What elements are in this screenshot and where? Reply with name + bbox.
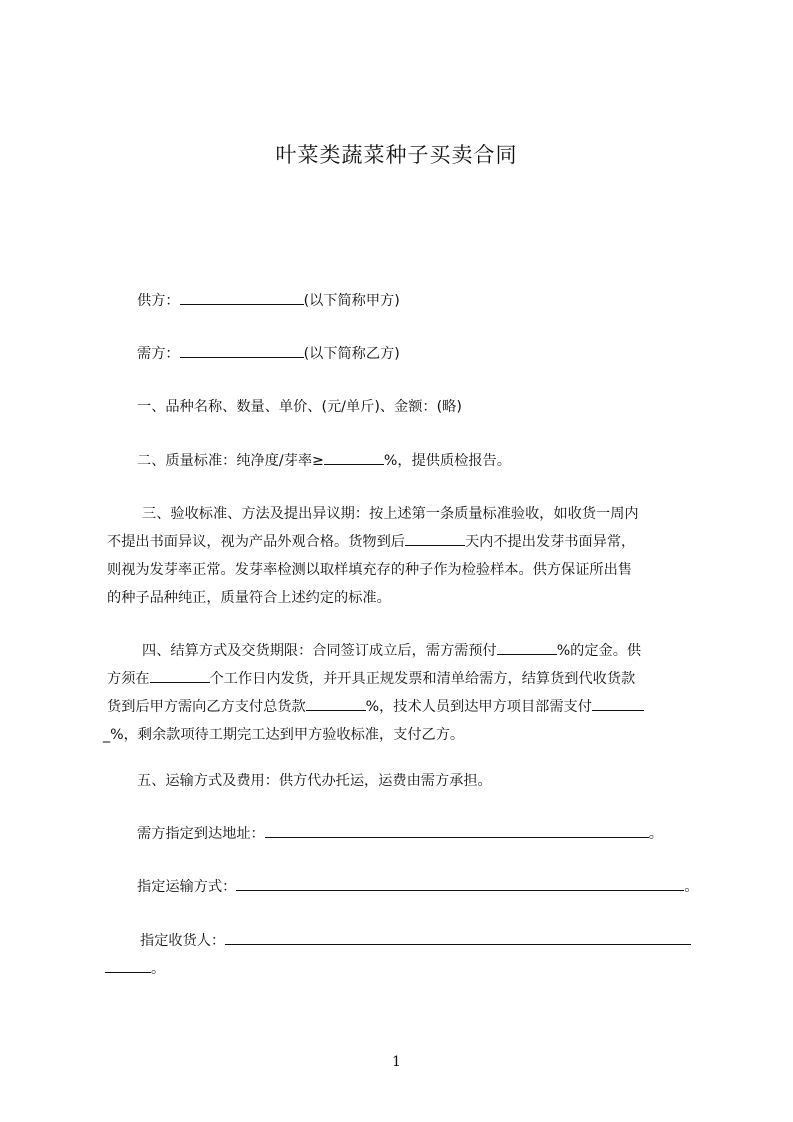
clause-2-text: 二、质量标准：纯净度/芽率≥ [137,453,324,469]
clause-4-line-2b: 个工作日内发货，并开具正规发票和清单给需方，结算货到代收货款 [209,671,636,687]
deposit-percent-blank[interactable] [497,640,557,655]
days-blank[interactable] [405,531,465,546]
buyer-label: 需方： [137,346,180,362]
clause-4-line-2 [107,665,635,693]
technician-payment-blank[interactable] [592,696,644,711]
germination-rate-blank[interactable] [324,450,384,465]
receiver-suffix: 。 [151,961,166,977]
supplier-line [137,287,400,315]
clause-4-line-3a: 货到后甲方需向乙方支付总货款 [107,699,306,715]
delivery-address-line [137,820,663,848]
clause-4-line-1 [142,637,641,665]
receiver-blank[interactable] [225,930,691,945]
clause-4-line-2a: 方须在 [107,671,150,687]
clause-3-line-2b: 天内不提出发芽书面异常， [464,534,636,550]
delivery-address-suffix: 。 [648,826,663,842]
clause-3-line-4: 的种子品种纯正，质量符合上述约定的标准。 [107,590,391,606]
delivery-address-label: 需方指定到达地址： [137,826,265,842]
supplier-blank[interactable] [180,290,304,305]
clause-3-line-2a: 不提出书面异议，视为产品外观合格。货物到后 [107,534,405,550]
working-days-blank[interactable] [150,668,210,683]
buyer-blank[interactable] [180,343,304,358]
transport-method-line [137,873,699,901]
receiver-line [140,927,691,955]
page-number: 1 [392,1054,401,1070]
buyer-suffix: (以下简称乙方) [303,346,400,362]
document-title: 叶菜类蔬菜种子买卖合同 [275,143,518,167]
buyer-line [137,340,400,368]
transport-method-label: 指定运输方式： [137,879,237,895]
receiver-line-continued [105,955,165,983]
clause-4-line-4: _%，剩余款项待工期完工达到甲方验收标准，支付乙方。 [103,727,465,743]
supplier-label: 供方： [137,293,180,309]
clause-2 [137,447,511,475]
receiver-blank-continued[interactable] [105,958,151,973]
clause-3-line-1: 三、验收标准、方法及提出异议期：按上述第一条质量标准验收，如收货一周内 [142,506,639,522]
clause-4-line-3 [107,693,644,721]
clause-1: 一、品种名称、数量、单价、(元/单斤)、金额：(略) [137,399,462,415]
transport-method-suffix: 。 [684,879,699,895]
payment-percent-blank[interactable] [306,696,366,711]
clause-3-line-2 [107,528,635,556]
clause-4-line-1a: 四、结算方式及交货期限：合同签订成立后，需方需预付 [142,643,497,659]
clause-4-line-3b: %，技术人员到达甲方项目部需支付 [365,699,592,715]
clause-5: 五、运输方式及费用：供方代办托运，运费由需方承担。 [137,773,492,789]
receiver-label: 指定收货人： [140,933,226,949]
clause-4-line-1b: %的定金。供 [556,643,642,659]
clause-3-line-3: 则视为发芽率正常。发芽率检测以取样填充存的种子作为检验样本。供方保证所出售 [107,562,632,578]
supplier-suffix: (以下简称甲方) [303,293,400,309]
delivery-address-blank[interactable] [265,823,649,838]
clause-2-suffix: %，提供质检报告。 [383,453,511,469]
transport-method-blank[interactable] [236,876,684,891]
